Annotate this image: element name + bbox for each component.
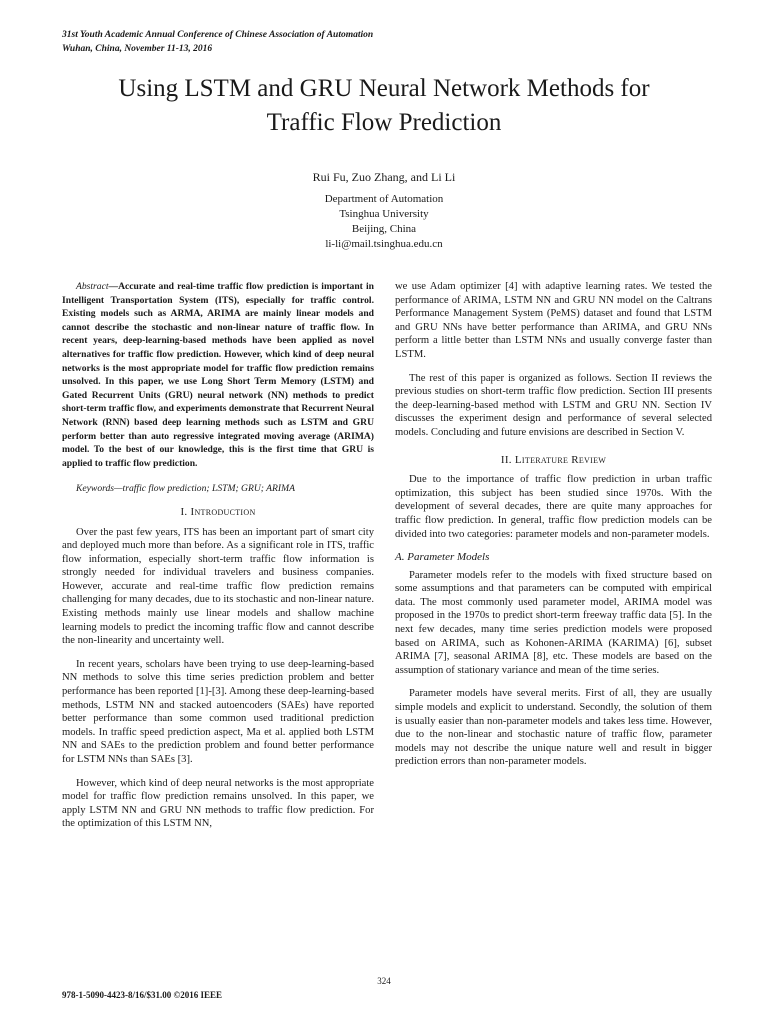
left-column xyxy=(62,280,374,831)
intro-paragraph-4: we use Adam optimizer [4] with adaptive learning rates. We tested the performance of ARIMA, LSTM NN and GRU NN model on the Caltrans Performance Management System (PeMS) dataset and found that LSTM and GRU NNs have better performance than ARIMA, and GRU NNs perform a little better than LSTM NNs and usually converge faster than LSTM. xyxy=(395,281,712,360)
conference-name: 31st Youth Academic Annual Conference of Chinese Association of Automation xyxy=(62,30,374,40)
affiliation-dept: Department of Automation xyxy=(324,193,444,205)
literature-paragraph-3: Parameter models have several merits. First of all, they are usually simple models and explicit to understand. Secondly, the solution of them is usually easier than non-parameter models and takes less time. However, due to the non-linear and stochastic nature of traffic flow, parameter models may not describe the unique nature well and result in bigger prediction errors than non-parameter models. xyxy=(395,688,712,768)
right-column xyxy=(395,280,712,769)
literature-paragraph-1: Due to the importance of traffic flow prediction in urban traffic optimization, this subject has been studied since 1970s. With the development of several decades, there are quite many approaches for traffic flow prediction. In general, traffic flow prediction models can be divided into two categories: parameter models and non-parameter models. xyxy=(395,474,712,540)
section-heading-literature-review xyxy=(395,454,712,468)
section-number: I. xyxy=(180,505,188,518)
abstract-label: Abstract xyxy=(76,281,109,292)
keywords: Keywords—traffic flow prediction; LSTM; GRU; ARIMA xyxy=(76,483,295,495)
conference-location: Wuhan, China, November 11-13, 2016 xyxy=(62,44,213,54)
intro-paragraph-1: Over the past few years, ITS has been an important part of smart city and deployed much more than before. As a significant role in ITS, traffic flow information, especially short-term traffic flow information is strongly needed for individual travelers and business companies. However, accurate and real-time traffic flow prediction remains challenging for many decades, due to its stochastic and non-linear nature. Existing methods mainly use linear models and shallow machine learning models to predict the incoming traffic flow and cannot describe the non-linearity and uncertainty well. xyxy=(62,526,374,647)
abstract xyxy=(62,280,374,470)
title-line-1: Using LSTM and GRU Neural Network Methods for xyxy=(118,75,650,102)
title-line-2: Traffic Flow Prediction xyxy=(266,109,502,136)
section-title: Literature Review xyxy=(514,453,607,466)
copyright-notice: 978-1-5090-4423-8/16/$31.00 ©2016 IEEE xyxy=(62,990,222,1000)
section-heading-introduction xyxy=(62,506,374,520)
page-number: 324 xyxy=(377,976,391,986)
literature-paragraph-2: Parameter models refer to the models with fixed structure based on some assumptions and that parameters can be computed with empirical data. The most commonly used parameter model, ARIMA model was proposed in the 1970s to predict short-term freeway traffic data [5]. In the next few decades, many time series prediction models were proposed based on ARIMA, such as Kohonen-ARIMA (KARIMA) [6], subset ARIMA [7], seasonal ARIMA [8], etc. These models are based on the assumption of stationary variance and mean of the time series. xyxy=(395,569,712,676)
section-title: Introduction xyxy=(190,505,256,518)
affiliation xyxy=(0,192,768,252)
section-number: II. xyxy=(500,453,512,466)
affiliation-city: Beijing, China xyxy=(351,223,417,235)
abstract-text: —Accurate and real-time traffic flow prediction is important in Intelligent Transportation System (ITS), especially for traffic control. Existing models such as ARMA, ARIMA are mainly linear models and cannot describe the stochastic and non-linear nature of traffic flow. In recent years, deep-learning-based methods have been applied as novel alternatives for traffic flow prediction. However, which kind of deep neural networks is the most appropriate model for traffic flow prediction remains unsolved. In this paper, we use Long Short Term Memory (LSTM) and Gated Recurrent Units (GRU) neural network (NN) methods to predict short-term traffic flow, and experiments demonstrate that Recurrent Neural Network (RNN) based deep learning methods such as LSTM and GRU perform better than auto regressive integrated moving average (ARIMA) model. To the best of our knowledge, this is the first time that GRU is applied to traffic flow prediction. xyxy=(62,281,374,469)
author-list: Rui Fu, Zuo Zhang, and Li Li xyxy=(312,170,456,184)
intro-paragraph-3: However, which kind of deep neural networks is the most appropriate model for traffic flow prediction remains unsolved. In this paper, we apply LSTM NN and GRU NN methods to traffic flow prediction. For the optimization of this LSTM NN, xyxy=(62,777,374,830)
paper-title xyxy=(40,72,728,140)
subsection-heading-parameter-models: A. Parameter Models xyxy=(395,551,490,564)
intro-paragraph-5: The rest of this paper is organized as follows. Section II reviews the previous studies on short-term traffic flow prediction. Section III presents the deep-learning-based method with LSTM and GRU NN. Section IV discusses the experiment design and performance of several selected models. Concluding and future envisions are described in Section V. xyxy=(395,372,712,438)
conference-header xyxy=(62,28,373,56)
intro-paragraph-2: In recent years, scholars have been trying to use deep-learning-based NN methods to solve this time series prediction problem and better performance has been reported [1]-[3]. Among these deep-learning-based methods, LSTM NN and stacked autoencoders (SAEs) have reported better performance than some common used traditional prediction models. In traffic speed prediction aspect, Ma et al. applied both LSTM NN and SAEs to the prediction problem and found better performance for LSTM NNs than SAEs [3]. xyxy=(62,658,374,765)
affiliation-university: Tsinghua University xyxy=(339,208,429,220)
affiliation-email: li-li@mail.tsinghua.edu.cn xyxy=(325,238,443,250)
